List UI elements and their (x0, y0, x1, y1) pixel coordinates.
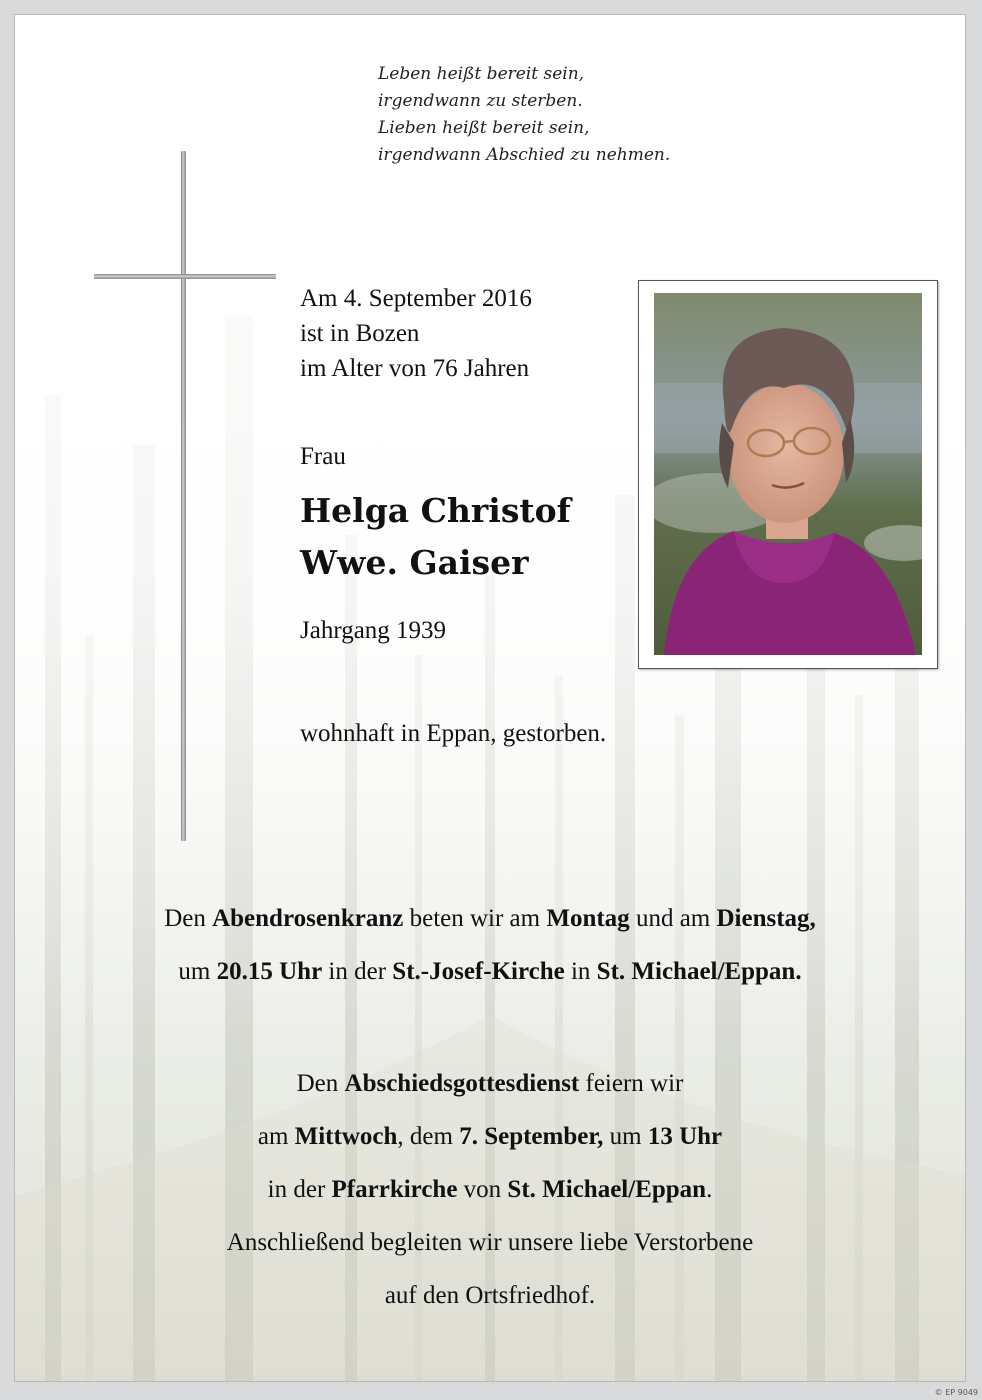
birth-year: Jahrgang 1939 (300, 617, 447, 644)
rosary-line-2 (15, 945, 965, 998)
rosary-line-1 (15, 892, 965, 945)
name-line-1: Helga Christof (300, 491, 571, 530)
funeral-service-notice (15, 1057, 965, 1322)
deceased-name (300, 485, 571, 589)
announcement-line: Am 4. September 2016 (300, 285, 532, 312)
text: feiern wir (579, 1070, 684, 1097)
service-line-4: Anschließend begleiten wir unsere liebe Verstorbene (226, 1229, 754, 1256)
text: am (257, 1123, 295, 1150)
church: St.-Josef-Kirche (392, 958, 565, 985)
salutation: Frau (300, 443, 346, 470)
place: St. Michael/Eppan. (596, 958, 802, 985)
announcement-line: im Alter von 76 Jahren (300, 355, 530, 382)
text: Den (164, 905, 213, 932)
text: in der (322, 958, 393, 985)
text: und am (629, 905, 717, 932)
portrait-frame (638, 280, 938, 669)
date: 7. September, (459, 1123, 604, 1150)
church: Pfarrkirche (331, 1176, 458, 1203)
death-announcement (300, 281, 532, 386)
quote (378, 61, 670, 169)
day: Montag (546, 905, 630, 932)
quote-line: irgendwann zu sterben. (378, 91, 583, 111)
event-name: Abschiedsgottesdienst (344, 1070, 580, 1097)
text: um (603, 1123, 648, 1150)
service-line-2 (15, 1110, 965, 1163)
residence: wohnhaft in Eppan, gestorben. (300, 720, 607, 747)
text: um (178, 958, 217, 985)
cross-bar (94, 274, 276, 279)
obituary-card (14, 14, 966, 1382)
text: in der (267, 1176, 332, 1203)
portrait-photo (654, 293, 922, 655)
text: , dem (397, 1123, 460, 1150)
rosary-notice (15, 892, 965, 998)
announcement-line: ist in Bozen (300, 320, 420, 347)
name-line-2: Wwe. Gaiser (300, 543, 529, 582)
event-name: Abendrosenkranz (212, 905, 404, 932)
time: 20.15 Uhr (216, 958, 323, 985)
portrait-image (654, 293, 922, 655)
service-line-3 (15, 1163, 965, 1216)
quote-line: Leben heißt bereit sein, (378, 64, 585, 84)
text: beten wir am (403, 905, 547, 932)
place: St. Michael/Eppan (507, 1176, 707, 1203)
quote-line: Lieben heißt bereit sein, (378, 118, 590, 138)
text: . (706, 1176, 713, 1203)
time: 13 Uhr (647, 1123, 723, 1150)
cross-icon (181, 151, 186, 841)
print-code: © EP 9049 (934, 1388, 978, 1397)
service-line-5: auf den Ortsfriedhof. (384, 1282, 596, 1309)
text: von (457, 1176, 508, 1203)
service-line-1 (15, 1057, 965, 1110)
text: in (564, 958, 597, 985)
text: Den (296, 1070, 345, 1097)
day: Mittwoch (294, 1123, 398, 1150)
day: Dienstag, (716, 905, 816, 932)
quote-line: irgendwann Abschied zu nehmen. (378, 145, 671, 165)
